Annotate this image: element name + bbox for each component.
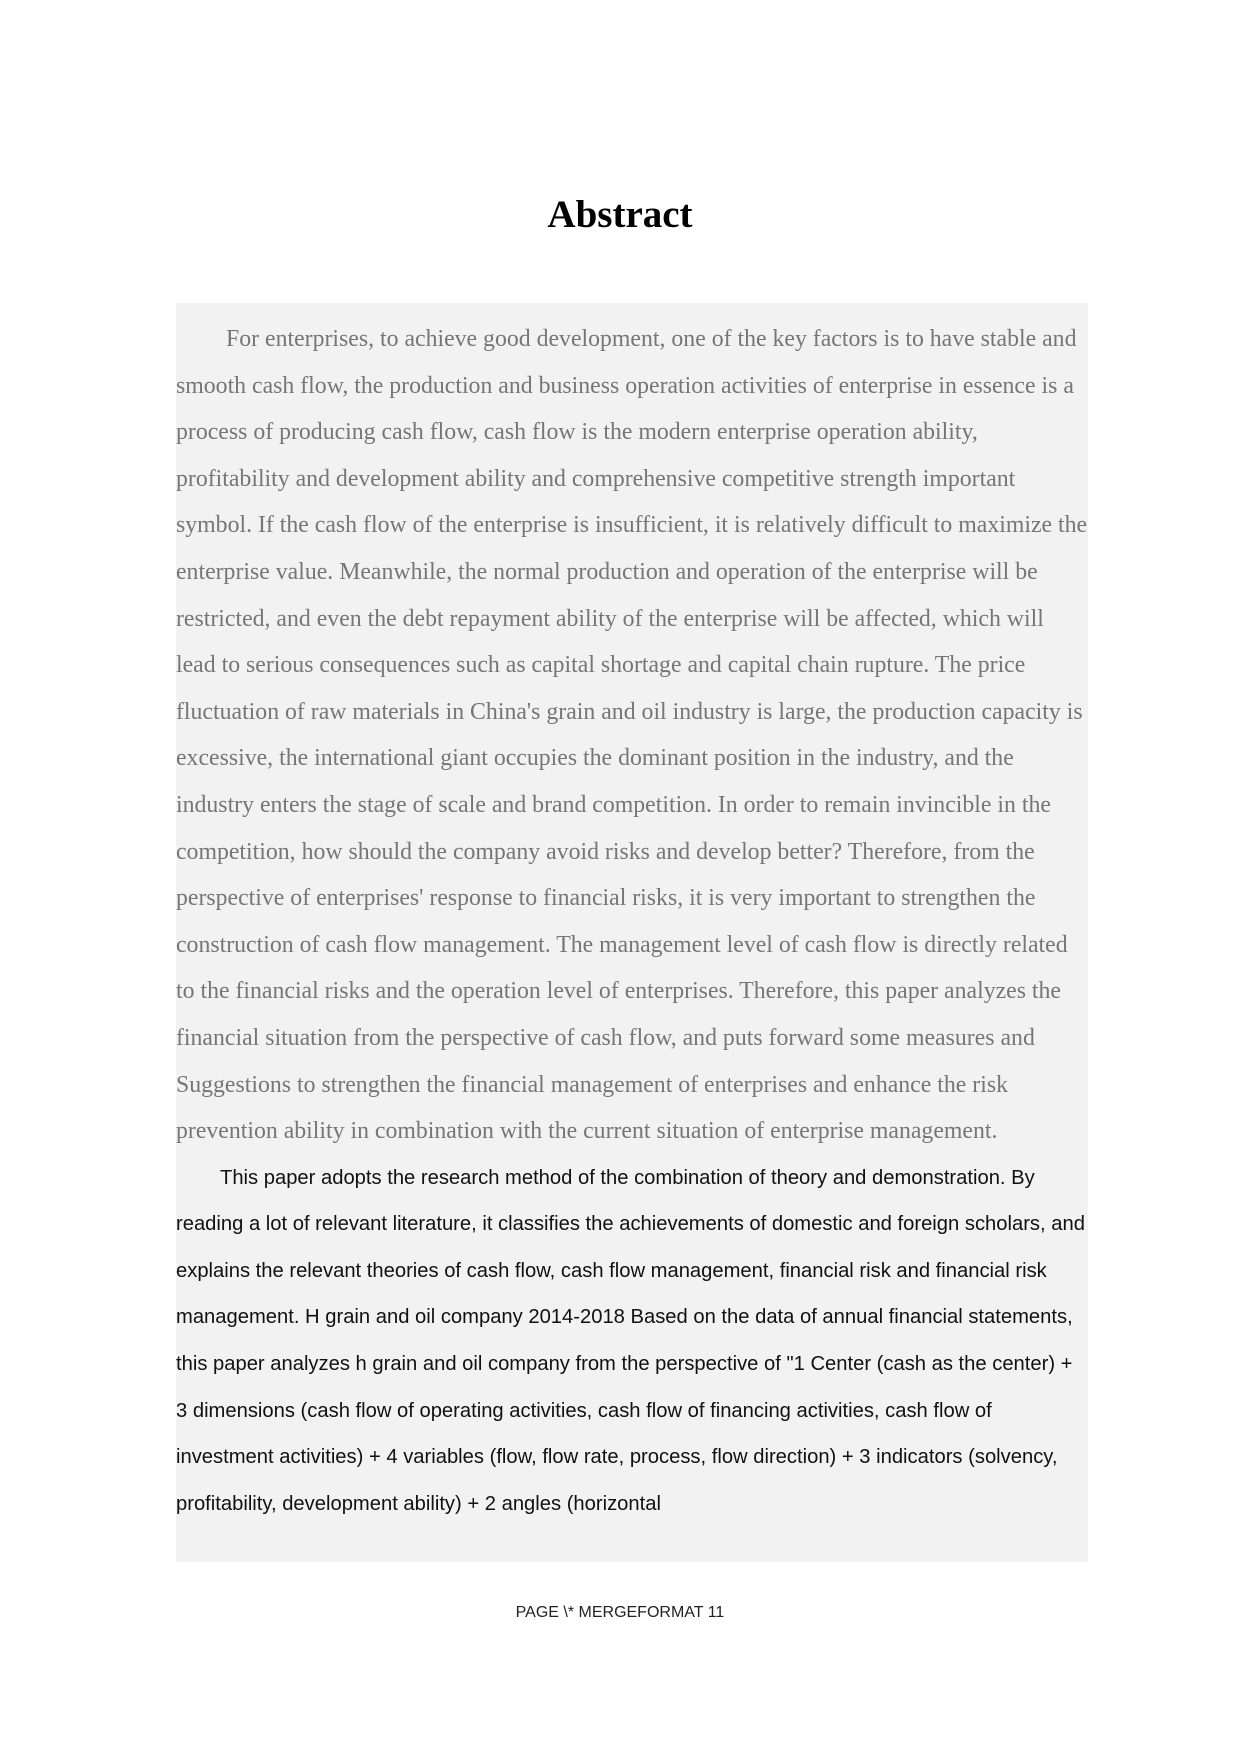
abstract-body	[176, 303, 1088, 1562]
page-title: Abstract	[547, 193, 693, 236]
abstract-paragraph-1: For enterprises, to achieve good development, one of the key factors is to have stable and smooth cash flow, the production and business operation activities of enterprise in essence is a process of producing cash flow, cash flow is the modern enterprise operation ability, profitability and development ability and comprehensive competitive strength important symbol. If the cash flow of the enterprise is insufficient, it is relatively difficult to maximize the enterprise value. Meanwhile, the normal production and operation of the enterprise will be restricted, and even the debt repayment ability of the enterprise will be affected, which will lead to serious consequences such as capital shortage and capital chain rupture. The price fluctuation of raw materials in China's grain and oil industry is large, the production capacity is excessive, the international giant occupies the dominant position in the industry, and the industry enters the stage of scale and brand competition. In order to remain invincible in the competition, how should the company avoid risks and develop better? Therefore, from the perspective of enterprises' response to financial risks, it is very important to strengthen the construction of cash flow management. The management level of cash flow is directly related to the financial risks and the operation level of enterprises. Therefore, this paper analyzes the financial situation from the perspective of cash flow, and puts forward some measures and Suggestions to strengthen the financial management of enterprises and enhance the risk prevention ability in combination with the current situation of enterprise management.	[176, 326, 1088, 1145]
abstract-paragraph-2: This paper adopts the research method of the combination of theory and demonstration. By reading a lot of relevant literature, it classifies the achievements of domestic and foreign scholars, and explains the relevant theories of cash flow, cash flow management, financial risk and financial risk management. H grain and oil company 2014-2018 Based on the data of annual financial statements, this paper analyzes h grain and oil company from the perspective of "1 Center (cash as the center) + 3 dimensions (cash flow of operating activities, cash flow of financing activities, cash flow of investment activities) + 4 variables (flow, flow rate, process, flow direction) + 3 indicators (solvency, profitability, development ability) + 2 angles (horizontal	[176, 1166, 1085, 1515]
page-footer: PAGE \* MERGEFORMAT 11	[515, 1604, 725, 1621]
